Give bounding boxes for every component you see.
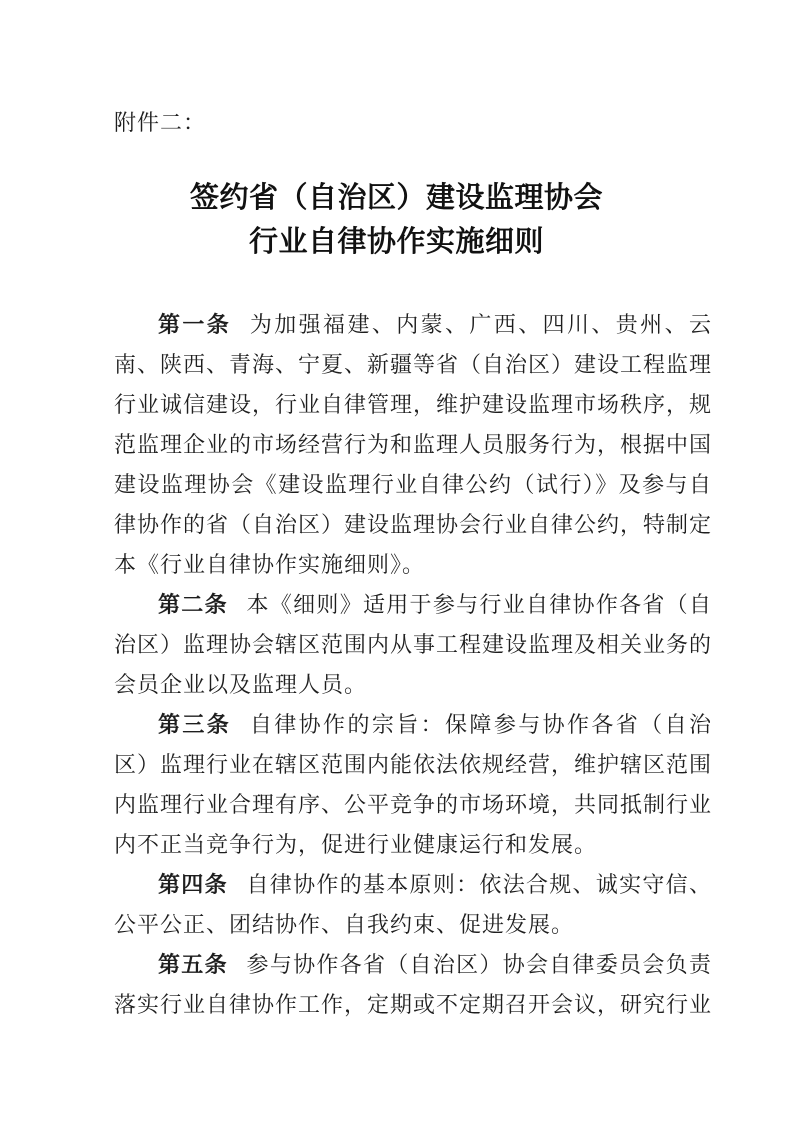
document-title-line2: 行业自律协作实施细则 [248, 226, 544, 258]
article-text-2: 本《细则》适用于参与行业自律协作各省（自治区）监理协会辖区范围内从事工程建设监理及相关业务的会员企业以及监理人员。 [114, 592, 713, 697]
article-paragraph-4 [114, 865, 712, 945]
attachment-label: 附件二： [114, 110, 207, 135]
document-body [114, 305, 712, 1025]
article-paragraph-3 [114, 705, 712, 865]
article-number-2: 第二条 [158, 592, 228, 617]
article-text-1: 为加强福建、内蒙、广西、四川、贵州、云南、陕西、青海、宁夏、新疆等省（自治区）建设工程监理行业诚信建设，行业自律管理，维护建设监理市场秩序，规范监理企业的市场经营行为和监理人员服务行为，根据中国建设监理协会《建设监理行业自律公约（试行）》及参与自律协作的省（自治区）建设监理协会行业自律公约，特制定本《行业自律协作实施细则》。 [114, 312, 713, 577]
article-number-4: 第四条 [158, 872, 228, 897]
article-text-3: 自律协作的宗旨：保障参与协作各省（自治区）监理行业在辖区范围内能依法依规经营，维护辖区范围内监理行业合理有序、公平竞争的市场环境，共同抵制行业内不正当竞争行为，促进行业健康运行和发展。 [114, 712, 713, 857]
article-number-1: 第一条 [158, 312, 232, 337]
article-number-5: 第五条 [158, 952, 228, 977]
article-paragraph-5 [114, 945, 712, 1025]
document-title [0, 176, 793, 264]
article-text-5: 参与协作各省（自治区）协会自律委员会负责落实行业自律协作工作，定期或不定期召开会议，研究行业 [114, 952, 713, 1017]
article-paragraph-2 [114, 585, 712, 705]
document-title-line1: 签约省（自治区）建设监理协会 [189, 182, 603, 214]
article-number-3: 第三条 [158, 712, 232, 737]
article-paragraph-1 [114, 305, 712, 585]
article-text-4: 自律协作的基本原则：依法合规、诚实守信、公平公正、团结协作、自我约束、促进发展。 [114, 872, 712, 937]
